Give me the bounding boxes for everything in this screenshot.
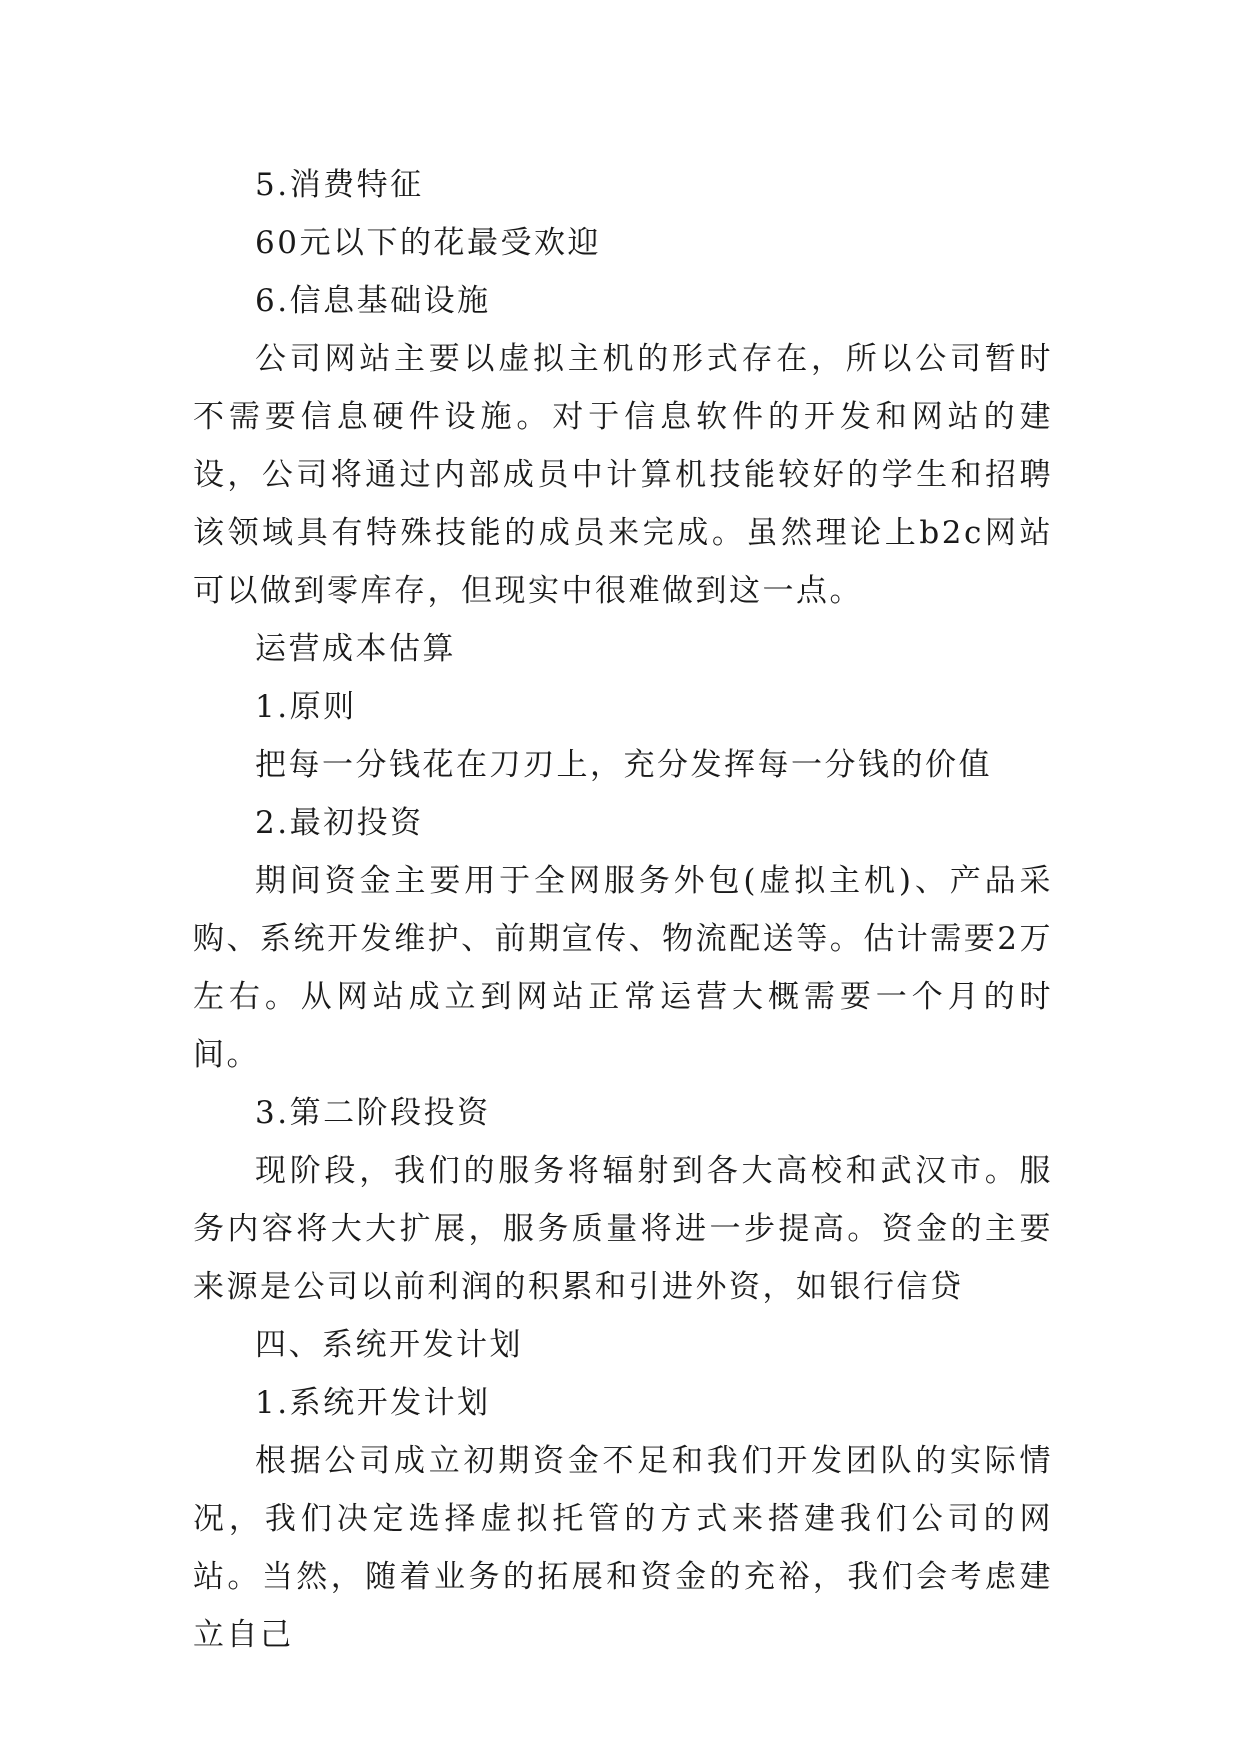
paragraph-principle: 把每一分钱花在刀刃上，充分发挥每一分钱的价值 (255, 747, 992, 783)
document-body (193, 156, 1053, 1664)
heading-second-stage-investment: 3.第二阶段投资 (255, 1095, 491, 1131)
heading-initial-investment: 2.最初投资 (255, 805, 424, 841)
paragraph-second-stage-investment: 现阶段，我们的服务将辐射到各大高校和武汉市。服务内容将大大扩展，服务质量将进一步提高。资金的主要来源是公司以前利润的积累和引进外资，如银行信贷 (193, 1153, 1053, 1305)
heading-info-infrastructure: 6.信息基础设施 (255, 283, 491, 319)
paragraph-consumption-detail: 60元以下的花最受欢迎 (255, 225, 601, 261)
heading-system-dev-plan-section: 四、系统开发计划 (255, 1327, 523, 1363)
paragraph-initial-investment: 期间资金主要用于全网服务外包(虚拟主机)、产品采购、系统开发维护、前期宣传、物流配送等。估计需要2万左右。从网站成立到网站正常运营大概需要一个月的时间。 (193, 863, 1053, 1073)
heading-consumption-features: 5.消费特征 (255, 167, 424, 203)
heading-principle: 1.原则 (255, 689, 357, 725)
paragraph-system-dev-plan: 根据公司成立初期资金不足和我们开发团队的实际情况，我们决定选择虚拟托管的方式来搭建我们公司的网站。当然，随着业务的拓展和资金的充裕，我们会考虑建立自己 (193, 1443, 1053, 1653)
heading-operating-cost: 运营成本估算 (255, 631, 456, 667)
paragraph-info-infrastructure: 公司网站主要以虚拟主机的形式存在，所以公司暂时不需要信息硬件设施。对于信息软件的开发和网站的建设，公司将通过内部成员中计算机技能较好的学生和招聘该领域具有特殊技能的成员来完成。虽然理论上b2c网站可以做到零库存，但现实中很难做到这一点。 (193, 341, 1053, 609)
heading-system-dev-plan: 1.系统开发计划 (255, 1385, 491, 1421)
